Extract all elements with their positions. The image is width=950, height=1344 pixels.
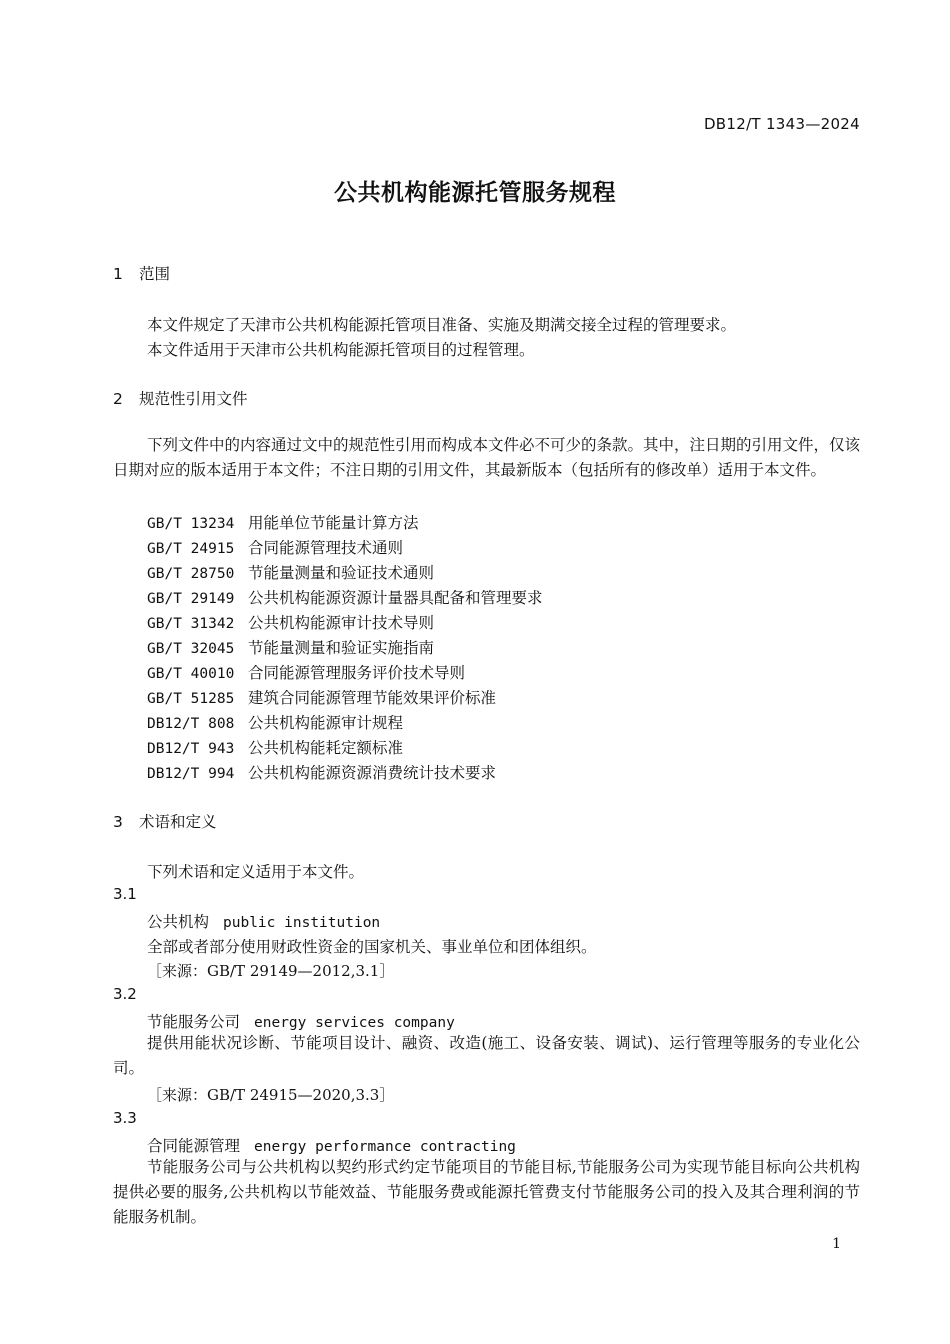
term-zh: 公共机构	[147, 913, 210, 931]
reference-title: 节能量测量和验证技术通则	[248, 564, 435, 582]
reference-title: 公共机构能源资源计量器具配备和管理要求	[248, 589, 543, 607]
reference-code: DB12/T 808	[147, 716, 235, 732]
section-title: 范围	[139, 265, 171, 283]
reference-item	[147, 761, 496, 783]
page-number: 1	[832, 1236, 841, 1252]
paragraph: 下列文件中的内容通过文中的规范性引用而构成本文件必不可少的条款。其中，注日期的引用文件，仅该日期对应的版本适用于本文件；不注日期的引用文件，其最新版本（包括所有的修改单）适用于本文件。	[113, 436, 861, 479]
document-title: 公共机构能源托管服务规程	[334, 180, 616, 206]
term-number: 3.1	[113, 885, 137, 903]
reference-item	[147, 686, 496, 708]
reference-code: GB/T 40010	[147, 666, 235, 682]
section-title: 术语和定义	[139, 813, 217, 831]
reference-item	[147, 636, 434, 658]
term-definition: 提供用能状况诊断、节能项目设计、融资、改造(施工、设备安装、调试)、运行管理等服务的专业化公司。	[113, 1034, 860, 1077]
reference-item	[147, 586, 543, 608]
paragraph: 本文件规定了天津市公共机构能源托管项目准备、实施及期满交接全过程的管理要求。	[147, 316, 737, 334]
reference-item	[147, 661, 465, 683]
section-number: 1	[113, 265, 123, 283]
reference-code: GB/T 24915	[147, 541, 235, 557]
term-source: ［来源：GB/T 29149—2012,3.1］	[147, 962, 395, 980]
section-title: 规范性引用文件	[139, 390, 248, 408]
reference-item	[147, 611, 434, 633]
term-en: energy services company	[254, 1015, 455, 1031]
reference-item	[147, 536, 403, 558]
reference-item	[147, 511, 419, 533]
reference-code: GB/T 31342	[147, 616, 235, 632]
term-source: ［来源：GB/T 24915—2020,3.3］	[147, 1086, 395, 1104]
reference-code: DB12/T 994	[147, 766, 235, 782]
section-2-heading	[113, 387, 248, 409]
reference-title: 用能单位节能量计算方法	[248, 514, 419, 532]
reference-item	[147, 711, 403, 733]
reference-title: 公共机构能源审计技术导则	[248, 614, 435, 632]
term-zh: 合同能源管理	[147, 1137, 241, 1155]
term-number: 3.3	[113, 1109, 137, 1127]
reference-code: GB/T 28750	[147, 566, 235, 582]
reference-code: DB12/T 943	[147, 741, 235, 757]
reference-code: GB/T 51285	[147, 691, 235, 707]
reference-title: 节能量测量和验证实施指南	[248, 639, 435, 657]
paragraph: 下列术语和定义适用于本文件。	[147, 863, 365, 881]
section-number: 2	[113, 390, 123, 408]
reference-title: 公共机构能源资源消费统计技术要求	[248, 764, 497, 782]
reference-code: GB/T 32045	[147, 641, 235, 657]
paragraph: 本文件适用于天津市公共机构能源托管项目的过程管理。	[147, 341, 535, 359]
reference-title: 公共机构能源审计规程	[248, 714, 404, 732]
reference-title: 建筑合同能源管理节能效果评价标准	[248, 689, 497, 707]
reference-title: 合同能源管理技术通则	[248, 539, 404, 557]
term-definition: 全部或者部分使用财政性资金的国家机关、事业单位和团体组织。	[147, 938, 597, 956]
term-en: public institution	[223, 915, 381, 931]
section-3-heading	[113, 810, 217, 832]
term-en: energy performance contracting	[254, 1139, 516, 1155]
reference-code: GB/T 13234	[147, 516, 235, 532]
reference-item	[147, 736, 403, 758]
term-zh: 节能服务公司	[147, 1013, 241, 1031]
term-number: 3.2	[113, 985, 137, 1003]
reference-item	[147, 561, 434, 583]
term-heading	[147, 910, 380, 932]
term-heading	[147, 1134, 516, 1156]
document-number: DB12/T 1343—2024	[703, 115, 860, 133]
section-number: 3	[113, 813, 123, 831]
section-1-heading	[113, 262, 170, 284]
term-definition: 节能服务公司与公共机构以契约形式约定节能项目的节能目标,节能服务公司为实现节能目标向公共机构提供必要的服务,公共机构以节能效益、节能服务费或能源托管费支付节能服务公司的投入及其合理利润的节能服务机制。	[113, 1158, 860, 1226]
reference-title: 合同能源管理服务评价技术导则	[248, 664, 466, 682]
reference-code: GB/T 29149	[147, 591, 235, 607]
term-heading	[147, 1010, 455, 1032]
reference-title: 公共机构能耗定额标准	[248, 739, 404, 757]
